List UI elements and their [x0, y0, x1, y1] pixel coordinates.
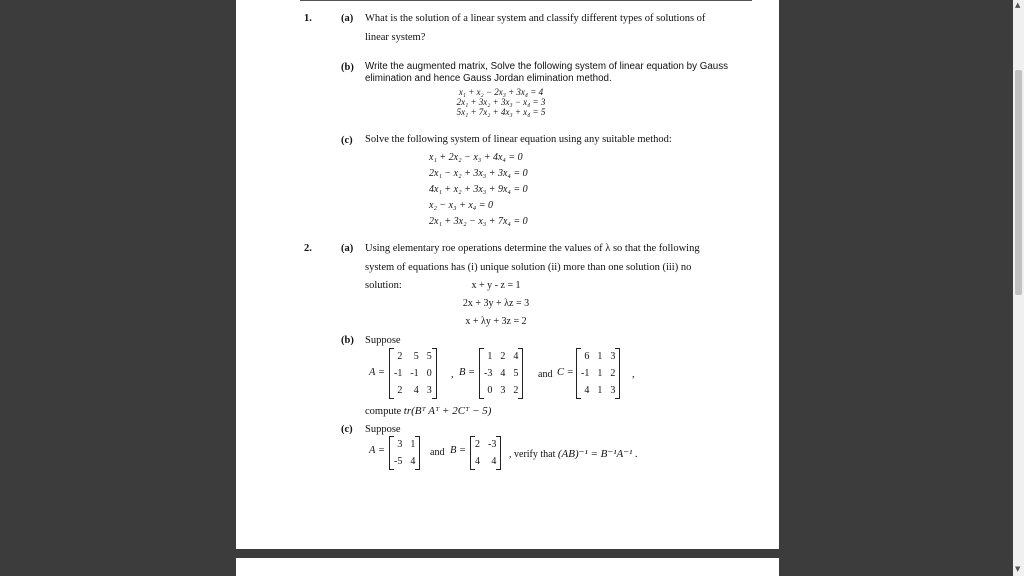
matrix-cell: 1	[487, 351, 493, 362]
equation-line: 5x₁ + 7x₂ + 4x₃ + x₄ = 5	[456, 107, 546, 117]
compute-text: compute	[365, 406, 402, 417]
matrix-cell: 2	[397, 351, 403, 362]
matrix-cell: -3	[484, 368, 493, 379]
matrix-cell: 3	[426, 385, 432, 396]
matrix-cell: 4	[500, 368, 506, 379]
matrix-cell: 4	[513, 351, 519, 362]
q2-part-b-compute	[365, 402, 491, 421]
compute-expression: tr(Bᵀ Aᵀ + 2Cᵀ − 5)	[403, 405, 492, 417]
matrix-cell: 1	[410, 439, 416, 450]
q1-part-a-label: (a)	[341, 13, 354, 24]
q1-part-b-line1: Write the augmented matrix, Solve the following system of linear equation by Gauss	[365, 61, 729, 72]
q2-part-b-label: (b)	[341, 335, 354, 346]
q1-part-b-label: (b)	[341, 62, 354, 73]
matrix-cell: 1	[597, 385, 603, 396]
matrix-cell: 5	[513, 368, 519, 379]
matrix-c-label: C =	[557, 367, 574, 378]
q1-part-b-equations	[441, 87, 561, 117]
matrix-a-label: A =	[369, 367, 385, 378]
q1-part-c-equations	[429, 150, 528, 230]
matrix-a	[389, 348, 437, 399]
document-page	[236, 0, 779, 549]
q2-part-a-equations	[441, 277, 551, 331]
matrix-cell: 0	[426, 368, 432, 379]
next-page	[236, 558, 779, 576]
q2-part-a-line2: system of equations has (i) unique solution (ii) more than one solution (iii) no	[365, 262, 692, 273]
scrollbar-thumb[interactable]	[1015, 70, 1022, 295]
equation-line: x₁ + x₂ − 2x₃ + 3x₄ = 4	[458, 87, 544, 97]
matrix-cell: 2	[513, 385, 519, 396]
matrix-b2-label: B =	[450, 445, 467, 456]
matrix-cell: 1	[597, 351, 603, 362]
matrix-cell: 2	[610, 368, 616, 379]
q1-part-c-line1: Solve the following system of linear equation using any suitable method:	[365, 134, 672, 145]
matrix-cell: 1	[597, 368, 603, 379]
matrix-cell: 3	[500, 385, 506, 396]
q2-part-a-label: (a)	[341, 243, 354, 254]
q2-part-c-verify	[509, 447, 638, 460]
matrix-a2	[389, 436, 420, 470]
q2-part-c-suppose: Suppose	[365, 424, 401, 435]
matrix-cell: 3	[610, 351, 616, 362]
equation-line: 4x₁ + x₂ + 3x₃ + 9x₄ = 0	[429, 184, 528, 195]
q2-part-c-label: (c)	[341, 424, 353, 435]
question-1-number: 1.	[304, 13, 312, 24]
vertical-scrollbar[interactable]	[1013, 0, 1024, 576]
matrix-cell: -1	[581, 368, 590, 379]
verify-text: , verify that	[509, 449, 556, 460]
matrix-a2-label: A =	[369, 445, 385, 456]
verify-expression: (AB)⁻¹ = B⁻¹A⁻¹ .	[557, 448, 638, 460]
equation-line: x + y - z = 1	[471, 280, 521, 291]
matrix-cell: 5	[426, 351, 432, 362]
equation-line: 2x₁ + 3x₂ − x₃ + 7x₄ = 0	[429, 216, 528, 227]
equation-line: 2x + 3y + λz = 3	[462, 298, 530, 309]
matrix-b-label: B =	[459, 367, 476, 378]
matrix-cell: -1	[410, 368, 419, 379]
q1-part-b-line2: elimination and hence Gauss Jordan elimination method.	[365, 73, 612, 84]
equation-line: x₂ − x₃ + x₄ = 0	[429, 200, 493, 211]
matrix-cell: 6	[584, 351, 590, 362]
question-2-number: 2.	[304, 243, 312, 254]
scroll-up-arrow-icon[interactable]: ▲	[1015, 1, 1021, 9]
q2-part-a-line1: Using elementary roe operations determine the values of λ so that the following	[365, 243, 700, 254]
q1-part-c-label: (c)	[341, 135, 353, 146]
matrix-cell: 4	[584, 385, 590, 396]
matrix-cell: -3	[488, 439, 497, 450]
matrix-cell: 2	[475, 439, 480, 450]
matrix-cell: 3	[397, 439, 403, 450]
q2-part-b-suppose: Suppose	[365, 335, 401, 346]
matrix-cell: 0	[487, 385, 493, 396]
q1-part-a-line2: linear system?	[365, 32, 426, 43]
equation-line: x + λy + 3z = 2	[465, 316, 527, 327]
q2-part-a-line3: solution:	[365, 280, 402, 291]
comma-separator: ,	[632, 369, 635, 380]
matrix-cell: 4	[413, 385, 419, 396]
matrix-cell: 4	[475, 456, 480, 467]
matrix-cell: -5	[394, 456, 403, 467]
top-rule	[300, 0, 752, 1]
and-text: and	[538, 369, 553, 380]
equation-line: x₁ + 2x₂ − x₃ + 4x₄ = 0	[429, 152, 523, 163]
matrix-cell: 5	[413, 351, 419, 362]
matrix-cell: -1	[394, 368, 403, 379]
matrix-b2	[470, 436, 501, 470]
equation-line: 2x₁ + 3x₂ + 3x₃ − x₄ = 3	[456, 97, 546, 107]
matrix-cell: 2	[397, 385, 403, 396]
matrix-b	[479, 348, 523, 399]
matrix-cell: 3	[610, 385, 616, 396]
equation-line: 2x₁ − x₂ + 3x₃ + 3x₄ = 0	[429, 168, 528, 179]
and-text: and	[430, 447, 445, 458]
matrix-c	[576, 348, 620, 399]
scroll-down-arrow-icon[interactable]: ▼	[1015, 565, 1021, 573]
matrix-cell: 4	[410, 456, 416, 467]
q1-part-a-line1: What is the solution of a linear system and classify different types of solutions of	[365, 13, 706, 24]
comma-separator: ,	[451, 369, 454, 380]
matrix-cell: 2	[500, 351, 506, 362]
matrix-cell: 4	[491, 456, 497, 467]
